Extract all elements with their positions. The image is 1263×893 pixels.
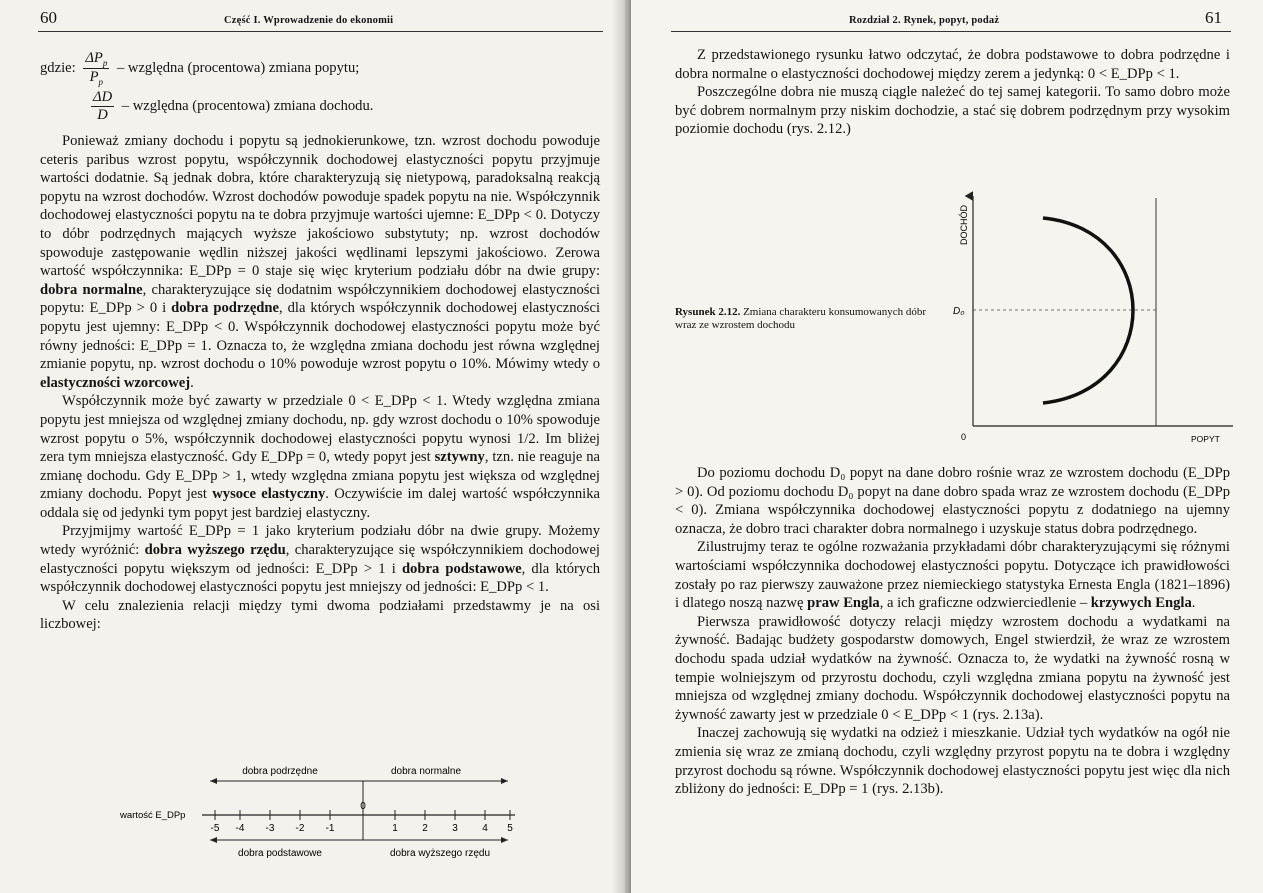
- paragraph-3: Przyjmijmy wartość E_DPp = 1 jako kryterium podziału dóbr na dwie grupy. Możemy wtedy wyróżnić: dobra wyższego rzędu, charakteryzujące się współczynnikiem dochodowej elastyczności popytu większym od jedności: E_DPp > 1 i dobra podstawowe, dla których współczynnik dochodowej elastyczności popytu jest mniejszy od jedności: E_DPp < 1.: [40, 523, 600, 596]
- origin-label: 0: [961, 432, 967, 442]
- page-number-right: 61: [1205, 8, 1222, 27]
- formula-dochod-desc: – względna (procentowa) zmiana dochodu.: [121, 97, 374, 114]
- x-axis-label: POPYT: [1191, 434, 1220, 444]
- axis-tick-label: -4: [235, 823, 245, 834]
- page-number-left: 60: [40, 8, 57, 27]
- axis-ticks: [211, 810, 514, 834]
- running-title-left: Część I. Wprowadzenie do ekonomii: [224, 15, 394, 26]
- fraction-dochod: $\frac{\Delta D}{D}$: [93, 89, 113, 123]
- running-title-right: Rozdział 2. Rynek, popyt, podaż: [849, 15, 1000, 26]
- label-dobra-normalne: dobra normalne: [390, 766, 462, 777]
- axis-tick-label: 5: [507, 823, 513, 834]
- right-body-text-bottom: [675, 464, 1230, 799]
- label-dobra-wyzszego-rzedu: dobra wyższego rzędu: [389, 848, 491, 859]
- paragraph-1: Ponieważ zmiany dochodu i popytu są jednokierunkowe, tzn. wzrost dochodu powoduje ceteris paribus wzrost popytu, współczynnik dochodowej elastyczności popytu przyjmuje wartości dodatnie. Są jednak dobra, które charakteryzują się nietypową, paradoksalną reakcją popytu na wzrost dochodów. Wzrost dochodów powoduje spadek popytu na nie. Współczynnik dochodowej elastyczności popytu na te dobra przyjmuje wartości ujemne: E_DPp < 0. Dotyczy to dóbr podrzędnych mających wyższe jakościowo substytuty; np. wzrost dochodów spowoduje zastępowanie wędlin niższej jakości wędlinami lepszymi jakościowo. Zerowa wartość współczynnika: E_DPp = 0 staje się więc kryterium podziału dóbr na dwie grupy: dobra normalne, charakteryzujące się dodatnim współczynnikiem dochodowej elastyczności popytu: E_DPp > 0 i dobra podrzędne, dla których współczynnik dochodowej elastyczności popytu jest ujemny: E_DPp < 0. Współczynnik dochodowej elastyczności popytu może być równy jedności: E_DPp = 1. Oznacza to, że względna zmiana dochodu jest równa względnej zmianie popytu, np. wzrost dochodu o 10% powoduje wzrost popytu o 10%. Mówimy wtedy o elastyczności wzorcowej.: [40, 133, 601, 391]
- right-paragraph-2: Poszczególne dobra nie muszą ciągle należeć do tej samej kategorii. To samo dobro może być dobrem normalnym przy niskim dochodzie, a stać się dobrem podrzędnym przy wysokim poziomie dochodu (rys. 2.12.): [675, 84, 1230, 138]
- right-paragraph-5: Pierwsza prawidłowość dotyczy relacji między wzrostem dochodu a wydatkami na żywność. Badając budżety gospodarstw domowych, Engel stwierdził, że wraz ze wzrostem dochodu spada udział wydatków na żywność. Oznacza to, że wydatki na żywność rosną w tempie wolniejszym od przyrostu dochodu, czyli względna zmiana popytu na żywność jest mniejsza od względnej zmiany dochodu. Współczynnik dochodowej elastyczności popytu na żywność zawarty jest w przedziale 0 < E_DPp < 1 (rys. 2.13a).: [675, 613, 1230, 723]
- axis-tick-label: -2: [295, 823, 305, 834]
- label-dobra-podstawowe: dobra podstawowe: [238, 848, 322, 859]
- formula-intro: gdzie:: [40, 59, 76, 76]
- figure-caption: Rysunek 2.12. Zmiana charakteru konsumowanych dóbr wraz ze wzrostem dochodu: [675, 306, 927, 331]
- right-paragraph-1: Z przedstawionego rysunku łatwo odczytać, że dobra podstawowe to dobra podrzędne i dobra normalne o elastyczności dochodowej między zerem a jedynką: 0 < E_DPp < 1.: [675, 47, 1230, 82]
- number-axis-diagram: [110, 760, 530, 870]
- right-paragraph-6: Inaczej zachowują się wydatki na odzież i mieszkanie. Udział tych wydatków na ogół nie zmienia się wraz ze zmianą dochodu, czyli względny przyrost popytu na te dobra i względny przyrost dochodu są równe. Współczynnik dochodowej elastyczności popytu jest więc dla nich zbliżony do jedności: E_DPp = 1 (rys. 2.13b).: [675, 725, 1230, 798]
- y-axis-label: DOCHÓD: [959, 205, 969, 245]
- axis-tick-label: 4: [482, 823, 488, 834]
- formula-popyt-desc: – względna (procentowa) zmiana popytu;: [116, 59, 360, 76]
- label-dobra-podrzedne: dobra podrzędne: [242, 766, 318, 777]
- engel-curve: [1043, 218, 1133, 403]
- right-paragraph-4: Zilustrujmy teraz te ogólne rozważania przykładami dóbr charakteryzującymi się różnymi wartościami współczynnika dochodowej elastyczności popytu. Dotyczące ich prawidłowości zostały po raz pierwszy zauważone przez niemieckiego statystyka Ernesta Engla (1821–1896) i dlatego noszą nazwę praw Engla, a ich graficzne odzwierciedlenie – krzywych Engla.: [675, 539, 1230, 612]
- axis-tick-label: -5: [210, 823, 220, 834]
- axis-label: wartość E_DPp: [120, 810, 186, 821]
- axis-tick-label: -3: [265, 823, 275, 834]
- header-rule-left: [38, 31, 603, 32]
- axis-tick-label: 1: [392, 823, 398, 834]
- axis-tick-label: 2: [422, 823, 428, 834]
- paragraph-2: Współczynnik może być zawarty w przedziale 0 < E_DPp < 1. Wtedy względna zmiana popytu jest mniejsza od względnej zmiany dochodu, np. gdy wzrost dochodu o 10% spowoduje wzrost popytu o 5%, współczynnik dochodowej elastyczności popytu wynosi 1/2. Im bliżej zera tym mniejsza elastyczność. Gdy E_DPp = 0, wtedy popyt jest sztywny, tzn. nie reaguje na zmianę dochodu. Gdy E_DPp > 1, wtedy względna zmiana popytu jest większa od względnej zmiany dochodu. Popyt jest wysoce elastyczny. Oczywiście im dalej wartość współczynnika oddala się od jedynki tym popyt jest bardziej elastyczny.: [40, 393, 601, 521]
- header-rule-right: [671, 31, 1231, 32]
- right-paragraph-3: Do poziomu dochodu D₀ popyt na dane dobro rośnie wraz ze wzrostem dochodu (E_DPp > 0). Od poziomu dochodu D₀ popyt na dane dobro spada wraz ze wzrostem dochodu (E_DPp < 0). Zmiana współczynnika dochodowej elastyczności popytu z dodatniego na ujemny oznacza, że dobro traci charakter dobra normalnego i uzyskuje status dobra podrzędnego.: [675, 465, 1230, 537]
- formula-popyt: [40, 50, 359, 87]
- fraction-popyt: $\frac{\Delta P_p}{P_p}$: [85, 50, 108, 87]
- right-body-text-top: [675, 46, 1230, 139]
- left-page: [0, 0, 625, 893]
- axis-tick-label: -1: [325, 823, 335, 834]
- paragraph-4: W celu znalezienia relacji między tymi dwoma podziałami przedstawmy je na osi liczbowej:: [40, 597, 600, 633]
- d0-label: D₀: [953, 306, 965, 317]
- left-body-text: [40, 132, 600, 634]
- engel-figure: [923, 190, 1243, 452]
- zero-label: 0: [360, 801, 366, 812]
- axis-tick-label: 3: [452, 823, 458, 834]
- formula-dochod: [87, 89, 373, 124]
- right-page: [631, 0, 1263, 893]
